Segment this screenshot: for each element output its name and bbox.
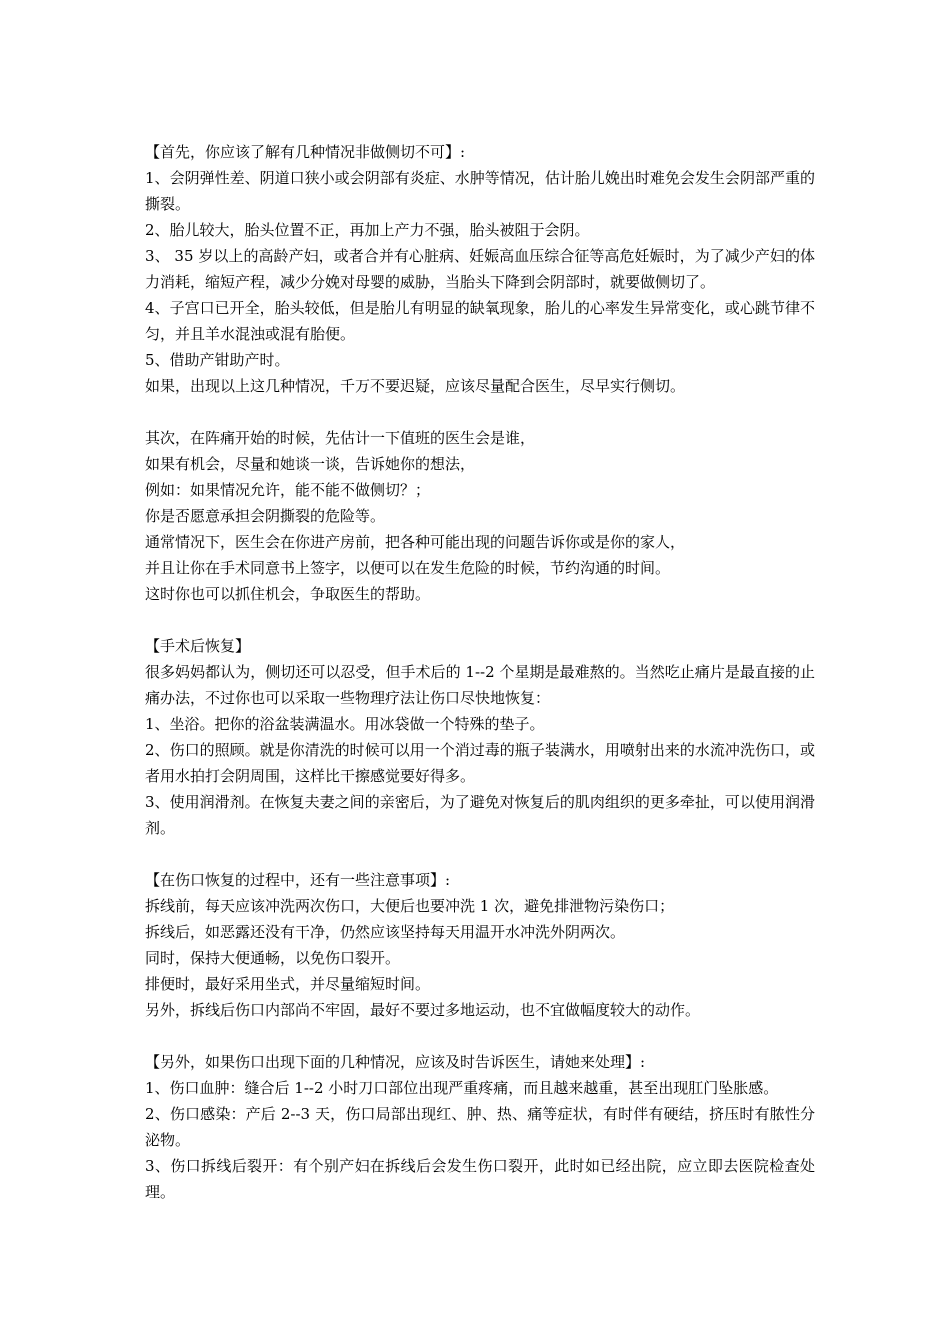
paragraph: 你是否愿意承担会阴撕裂的危险等。 — [145, 507, 386, 525]
section-wound-care-notes — [145, 867, 815, 1023]
paragraph: 这时你也可以抓住机会，争取医生的帮助。 — [145, 585, 431, 603]
paragraph: 并且让你在手术同意书上签字，以便可以在发生危险的时候，节约沟通的时间。 — [145, 559, 671, 577]
section-episiotomy-indications — [145, 139, 815, 399]
paragraph: 5、借助产钳助产时。 — [145, 351, 290, 369]
paragraph: 2、胎儿较大，胎头位置不正，再加上产力不强，胎头被阻于会阴。 — [145, 221, 590, 239]
paragraph: 3、 35 岁以上的高龄产妇，或者合并有心脏病、妊娠高血压综合征等高危妊娠时，为了减少产妇的体力消耗，缩短产程，减少分娩对母婴的威胁，当胎头下降到会阴部时，就要做侧切了。 — [145, 247, 815, 291]
paragraph: 1、伤口血肿：缝合后 1--2 小时刀口部位出现严重疼痛，而且越来越重，甚至出现肛门坠胀感。 — [145, 1079, 779, 1097]
paragraph: 例如：如果情况允许，能不能不做侧切？； — [145, 481, 431, 499]
paragraph: 2、伤口的照顾。就是你清洗的时候可以用一个消过毒的瓶子装满水，用喷射出来的水流冲洗伤口，或者用水拍打会阴周围，这样比干擦感觉要好得多。 — [145, 741, 815, 785]
paragraph: 如果，出现以上这几种情况，千万不要迟疑，应该尽量配合医生，尽早实行侧切。 — [145, 377, 686, 395]
section-warning-signs — [145, 1049, 815, 1205]
section-heading: 【另外，如果伤口出现下面的几种情况，应该及时告诉医生，请她来处理】: — [145, 1053, 646, 1071]
paragraph: 3、使用润滑剂。在恢复夫妻之间的亲密后，为了避免对恢复后的肌肉组织的更多牵扯，可以使用润滑剂。 — [145, 793, 815, 837]
section-heading: 【首先，你应该了解有几种情况非做侧切不可】: — [145, 143, 466, 161]
paragraph: 通常情况下，医生会在你进产房前，把各种可能出现的问题告诉你或是你的家人， — [145, 533, 686, 551]
section-heading: 【在伤口恢复的过程中，还有一些注意事项】: — [145, 871, 451, 889]
paragraph: 另外，拆线后伤口内部尚不牢固，最好不要过多地运动，也不宜做幅度较大的动作。 — [145, 1001, 701, 1019]
paragraph: 1、坐浴。把你的浴盆装满温水。用冰袋做一个特殊的垫子。 — [145, 715, 545, 733]
paragraph: 拆线后，如恶露还没有干净，仍然应该坚持每天用温开水冲洗外阴两次。 — [145, 923, 626, 941]
paragraph: 排便时，最好采用坐式，并尽量缩短时间。 — [145, 975, 431, 993]
paragraph: 如果有机会，尽量和她谈一谈，告诉她你的想法， — [145, 455, 476, 473]
section-post-surgery-recovery — [145, 633, 815, 841]
document-page — [145, 139, 815, 1205]
paragraph: 3、伤口拆线后裂开：有个别产妇在拆线后会发生伤口裂开，此时如已经出院，应立即去医院检查处理。 — [145, 1157, 815, 1201]
paragraph: 1、会阴弹性差、阴道口狭小或会阴部有炎症、水肿等情况，估计胎儿娩出时难免会发生会阴部严重的撕裂。 — [145, 169, 815, 213]
paragraph: 其次，在阵痛开始的时候，先估计一下值班的医生会是谁， — [145, 429, 536, 447]
paragraph: 4、子宫口已开全，胎头较低，但是胎儿有明显的缺氧现象，胎儿的心率发生异常变化，或心跳节律不匀，并且羊水混浊或混有胎便。 — [145, 299, 815, 343]
paragraph: 很多妈妈都认为，侧切还可以忍受，但手术后的 1--2 个星期是最难熬的。当然吃止痛片是最直接的止痛办法，不过你也可以采取一些物理疗法让伤口尽快地恢复： — [145, 663, 815, 707]
paragraph: 拆线前，每天应该冲洗两次伤口，大便后也要冲洗 1 次，避免排泄物污染伤口； — [145, 897, 675, 915]
paragraph: 同时，保持大便通畅，以免伤口裂开。 — [145, 949, 401, 967]
section-talk-to-doctor — [145, 425, 815, 607]
section-heading: 【手术后恢复】 — [145, 637, 251, 655]
paragraph: 2、伤口感染：产后 2--3 天，伤口局部出现红、肿、热、痛等症状，有时伴有硬结，挤压时有脓性分泌物。 — [145, 1105, 815, 1149]
